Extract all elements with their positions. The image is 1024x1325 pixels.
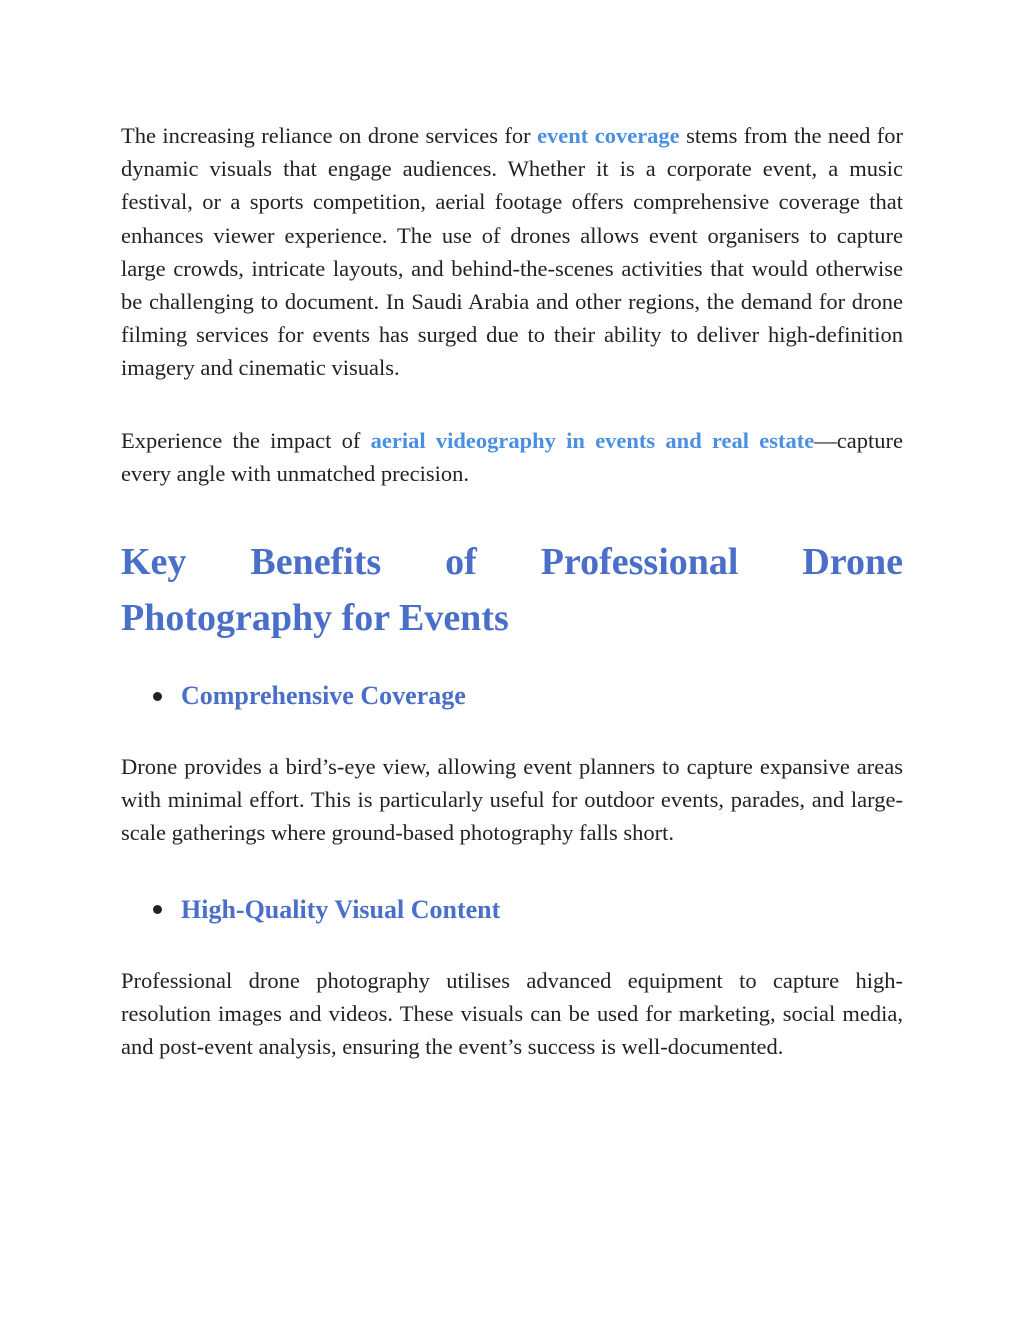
cta-text-before: Experience the impact of	[121, 427, 371, 453]
section-heading: Key Benefits of Professional Drone Photography for Events	[121, 541, 903, 640]
bullet-icon	[153, 692, 162, 701]
subheading-high-quality-visual-content: High-Quality Visual Content	[181, 894, 501, 924]
document-page	[121, 119, 903, 1063]
intro-paragraph	[121, 119, 903, 385]
cta-paragraph	[121, 424, 903, 490]
aerial-videography-link[interactable]: aerial videography in events and real estate	[370, 427, 815, 453]
bullet-icon	[153, 905, 162, 914]
intro-text-before: The increasing reliance on drone services for	[121, 123, 538, 148]
list-item	[153, 890, 903, 930]
subheading-comprehensive-coverage: Comprehensive Coverage	[181, 681, 466, 711]
high-quality-visual-content-paragraph: Professional drone photography utilises advanced equipment to capture high-resolution images and videos. These visuals can be used for marketing, social media, and post-event analysis, ensuring the event’s success is well-documented.	[121, 967, 903, 1060]
list-item	[153, 676, 903, 716]
intro-text-after: stems from the need for dynamic visuals that engage audiences. Whether it is a corporate event, a music festival, or a sports competition, aerial footage offers comprehensive coverage that enhances viewer experience. The use of drones allows event organisers to capture large crowds, intricate layouts, and behind-the-scenes activities that would otherwise be challenging to document. In Saudi Arabia and other regions, the demand for drone filming services for events has surged due to their ability to deliver high-definition imagery and cinematic visuals.	[121, 123, 903, 381]
event-coverage-link[interactable]: event coverage	[537, 123, 680, 148]
cta-text-after: —capture every angle with unmatched precision.	[121, 427, 903, 486]
comprehensive-coverage-paragraph: Drone provides a bird’s-eye view, allowing event planners to capture expansive areas with minimal effort. This is particularly useful for outdoor events, parades, and large-scale gatherings where ground-based photography falls short.	[121, 754, 903, 846]
